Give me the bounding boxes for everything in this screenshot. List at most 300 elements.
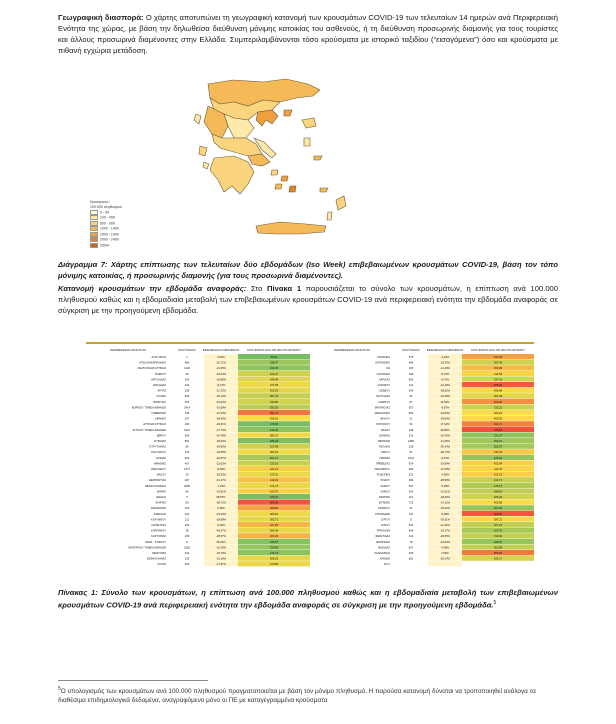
- table-cell: 11,54%: [440, 400, 450, 404]
- table-cell: 407: [184, 462, 190, 466]
- table-cell: 218: [408, 445, 414, 449]
- table-cell: 80: [185, 490, 189, 494]
- table-cell: 366,49: [269, 529, 279, 533]
- map-legend-swatch: [90, 243, 98, 248]
- map-island-samos: [314, 156, 322, 160]
- table-cell: -27,03%: [215, 412, 227, 415]
- table-cell: -39,31%: [439, 518, 451, 522]
- table-cell: 4095: [184, 484, 190, 488]
- table-cell: -14,12%: [439, 501, 451, 505]
- table-cell: 520,09: [493, 400, 503, 404]
- table-cell: ΣΚΙΑΘΟΥ: [378, 507, 390, 511]
- map-region-chalkidiki: [256, 110, 278, 126]
- table-cell: 351: [184, 400, 190, 404]
- map-legend-swatch: [90, 215, 98, 220]
- table-cell: 310,00: [493, 535, 503, 539]
- table-cell: ΖΑΚΥΝΘΟΥ: [151, 451, 166, 455]
- table-cell: 1277: [184, 468, 190, 471]
- table-header-cell: ΕΒΔΟΜΑΔΙΑΙΑ ΜΕΤΑΒΟΛΗ: [202, 348, 240, 352]
- table-cell: 555,56: [493, 552, 503, 555]
- table-header-cell: ΚΡΟΥΣΜΑΤΑ ΑΝΑ 100.000 ΠΛΗΘΥΣΜΟΥ: [470, 348, 526, 352]
- table-cell: ΡΟΔΟΠΗΣ: [376, 473, 390, 477]
- table-cell: 430,78: [493, 451, 503, 455]
- table-cell: -18,98%: [215, 518, 227, 522]
- table-cell: -12,29%: [439, 384, 451, 387]
- table-cell: ΙΚΑΡΙΑΣ: [155, 501, 166, 505]
- table-cell: 226,82: [493, 456, 503, 460]
- footnote-text: Ο υπολογισμός των κρουσμάτων ανά 100.000 πληθυσμού πραγματοποιείται με βάση τον μόνιμο πληθυσμό. Η παρούσα κατανομή δύναται να τροποποιηθεί ανάλογα τα διαθέσιμα επιδημιολογικά δεδομένα, αναγραφόμενο μόνο οι ΠΕ με καταγεγραμμένα κρούσματα: [58, 688, 536, 705]
- table-cell: 337,42: [493, 378, 503, 382]
- table-cell: 634: [408, 462, 414, 466]
- table-cell: ΚΑΡΔΙΤΣΑΣ: [151, 524, 166, 527]
- table-cell: -24,55%: [215, 445, 227, 449]
- map-island-limnos: [284, 110, 292, 116]
- table-cell: 58,21: [270, 356, 278, 359]
- table-cell: ΚΕΡΚΥΡΑΣ: [151, 552, 166, 555]
- table-cell: ΤΡΙΚΑΛΩΝ: [376, 529, 390, 533]
- table-cell: 148: [408, 428, 414, 432]
- footnote: [58, 685, 558, 705]
- table-cell: 19: [185, 473, 189, 477]
- table-1-caption-text: Πίνακας 1: Σύνολο των κρουσμάτων, η επίπτωση ανά 100.000 πληθυσμού καθώς και η εβδομαδιαία μεταβολή των επιβεβαιωμένων κρουσμάτων COVID-19 ανά περιφερειακή ενότητα την εβδομάδα αναφοράς σε σύγκριση με την προηγούμενη εβδομάδα.: [58, 588, 558, 610]
- map-island-crete: [256, 222, 326, 234]
- map-island-cyclades-2: [281, 176, 288, 181]
- table-cell: 422,19: [493, 473, 503, 477]
- table-cell: -10,29%: [215, 546, 227, 550]
- map-legend-swatch: [90, 221, 98, 226]
- table-cell: ΔΡΑΜΑΣ: [155, 417, 166, 421]
- table-cell: ΦΘΙΩΤΙΔΑΣ: [375, 535, 390, 539]
- table-cell: 1: [186, 356, 188, 359]
- table-cell: 374,74: [269, 484, 279, 488]
- table-cell: 363,63: [269, 389, 279, 393]
- table-cell: 8: [186, 540, 188, 544]
- table-cell: ΠΡΕΒΕΖΑΣ: [375, 462, 390, 466]
- table-cell: 464,33: [269, 535, 279, 539]
- table-cell: 625: [408, 552, 414, 555]
- table-cell: ΦΩΚΙΔΑΣ: [378, 546, 390, 550]
- map-legend-item: [90, 243, 122, 248]
- table-top-rule: [86, 342, 534, 344]
- table-cell: 363,71: [269, 518, 279, 522]
- table-cell: -17,73%: [215, 428, 227, 432]
- table-cell: -33,70%: [215, 552, 227, 555]
- table-cell: 307,34: [269, 395, 279, 399]
- table-cell: ΑΧΑΪΑΣ: [156, 395, 166, 399]
- map-island-zakynthos: [203, 162, 209, 169]
- table-cell: 207: [184, 479, 190, 483]
- table-cell: 382,64: [269, 451, 279, 455]
- table-cell: 29: [185, 372, 189, 376]
- table-cell: 643: [408, 524, 414, 527]
- table-cell: 244: [184, 552, 190, 555]
- map-legend-label: 100 - 499: [100, 215, 115, 220]
- table-cell: 180,25: [269, 496, 279, 499]
- table-cell: 179,90: [269, 423, 279, 427]
- table-cell: ΛΕΥΚΑΔΑΣ: [375, 395, 390, 399]
- table-cell: 400,99: [493, 501, 503, 505]
- map-legend-label: 1500 - 1999: [100, 232, 119, 237]
- table-cell: -28,14%: [439, 557, 451, 561]
- table-cell: ΘΕΣΠΡΩΤΙΑΣ: [148, 479, 166, 483]
- table-cell: 354: [408, 490, 414, 494]
- table-cell: ΒΟΡΕΙΟΥ ΤΟΜΕΑ ΑΘΗΝΩΝ: [131, 406, 166, 410]
- table-cell: -11,29%: [440, 367, 450, 371]
- table-cell: 380,81: [269, 512, 279, 516]
- table-cell: -25,14%: [215, 395, 227, 399]
- table-cell: -51,17%: [215, 479, 227, 483]
- table-cell: -29,65%: [439, 535, 451, 539]
- table-cell: 426: [184, 512, 190, 516]
- table-cell: ΚΑΛΥΜΝΟΥ: [151, 518, 166, 522]
- table-cell: 205,87: [269, 540, 279, 544]
- table-cell: 542,71: [493, 423, 503, 427]
- table-cell: -8,76%: [440, 378, 450, 382]
- table-cell: -9,87%: [440, 406, 450, 410]
- table-cell: 21: [409, 417, 413, 421]
- table-cell: -10,99%: [439, 395, 451, 399]
- table-cell: 370,85: [269, 563, 279, 567]
- table-cell: 420,76: [269, 490, 279, 494]
- table-cell: ΜΗΛΟΥ: [380, 417, 390, 421]
- table-cell: 17,16%: [440, 423, 450, 427]
- table-cell: 213,32: [269, 428, 279, 432]
- table-cell: -0,00%: [216, 524, 226, 527]
- weekly-distribution-paragraph: [58, 283, 558, 316]
- table-cell: 257,76: [493, 529, 503, 533]
- table-cell: 383: [408, 479, 414, 483]
- table-cell: ΤΗΝΟΥ: [380, 524, 390, 527]
- table-cell: -29,04%: [215, 372, 227, 376]
- table-cell: 387,22: [493, 518, 503, 522]
- table-cell: ΠΕΙΡΑΙΩΣ: [377, 440, 390, 443]
- table-cell: ΘΗΡΑΣ: [156, 490, 166, 494]
- table-cell: ΚΑΣΤΟΡΙΑΣ: [151, 535, 166, 539]
- table-cell: 361,08: [493, 395, 503, 399]
- table-cell: -37,08%: [439, 468, 451, 471]
- table-cell: 292,82: [269, 406, 279, 410]
- table-cell: ΑΡΤΑΣ: [157, 389, 166, 393]
- table-cell: ΡΕΘΥΜΝΟΥ: [374, 468, 390, 471]
- table-cell: 422,22: [269, 468, 279, 471]
- table-cell: 375,31: [269, 473, 279, 477]
- table-cell: ΚΙΛΚΙΣ: [157, 563, 166, 567]
- table-header-cell: ΚΡΟΥΣΜΑΤΑ ΑΝΑ 100.000 ΠΛΗΘΥΣΜΟΥ: [246, 348, 302, 352]
- table-cell: ΚΑΡΠΑΘΟΥ: [151, 529, 166, 533]
- table-cell: -28,72%: [439, 451, 451, 455]
- table-cell: 1015: [184, 428, 190, 432]
- table-cell: -11,61%: [440, 490, 450, 494]
- map-legend-swatch: [90, 210, 98, 215]
- table-cell: ΠΙΕΡΙΑΣ: [379, 456, 390, 460]
- map-island-naxos: [289, 186, 296, 192]
- table-cell: ΛΕΣΒΟΥ: [379, 389, 390, 393]
- table-cell: -24,78%: [215, 434, 227, 438]
- table-cell: ΘΕΣΣΑΛΟΝΙΚΗΣ: [145, 484, 166, 488]
- table-cell: 215,15: [269, 552, 279, 555]
- table-cell: -19,40%: [215, 512, 227, 516]
- table-cell: 2,35%: [217, 507, 225, 511]
- table-cell: 227,93: [493, 507, 503, 511]
- table-change-cell-bg: [428, 561, 462, 566]
- table-cell: 290: [184, 423, 190, 427]
- table-cell: 496: [184, 524, 190, 527]
- table-cell: -19,17%: [439, 529, 451, 533]
- table-cell: -16,03%: [215, 400, 227, 404]
- table-cell: 113: [408, 496, 414, 499]
- table-cell: ΕΒΡΟΥ: [156, 434, 166, 438]
- table-cell: -20,89%: [439, 462, 451, 466]
- table-cell: 313,01: [269, 462, 279, 466]
- table-cell: 675: [408, 356, 414, 359]
- table-cell: -33,22%: [439, 507, 451, 511]
- table-cell: 168: [408, 372, 414, 376]
- table-cell: -29,64%: [215, 440, 227, 443]
- table-cell: ΔΥΤΙΚΗΣ ΑΤΤΙΚΗΣ: [143, 423, 166, 427]
- table-cell: ΗΜΑΘΙΑΣ: [153, 462, 166, 466]
- table-cell: 302,88: [493, 546, 503, 550]
- table-cell: 231: [408, 473, 414, 477]
- table-cell: 676,82: [493, 428, 503, 432]
- table-cell: 229,80: [269, 546, 279, 550]
- map-legend-swatch: [90, 226, 98, 231]
- table-cell: 282: [408, 468, 414, 471]
- table-cell: ΑΙΤΩΛΟΑΚΑΡΝΑΝΙΑΣ: [139, 361, 166, 365]
- table-cell: 599: [184, 434, 190, 438]
- diagram-7-caption: [58, 259, 558, 281]
- table-cell: 143: [408, 535, 414, 539]
- table-cell: -22,00%: [439, 540, 451, 544]
- table-cell: 281: [408, 557, 414, 561]
- table-cell: ΠΑΡΟΥ: [380, 451, 390, 455]
- table-cell: -8,27%: [216, 384, 226, 387]
- table-cell: 2286: [408, 440, 414, 443]
- table-cell: 406,05: [493, 417, 503, 421]
- table-cell: ΡΟΔΟΥ: [380, 479, 390, 483]
- table-cell: -18,23%: [439, 361, 451, 365]
- table-cell: ΑΓΙΟ ΟΡΟΣ: [151, 356, 166, 359]
- table-cell: 315,22: [493, 406, 503, 410]
- table-cell: -11,42%: [440, 524, 450, 527]
- table-cell: 87: [409, 451, 413, 455]
- table-cell: 82: [409, 395, 413, 399]
- table-header-cell: ΠΕΡΙΦΕΡΕΙΑΚΗ ΕΝΟΤΗΤΑ: [110, 348, 146, 352]
- map-legend-title-2: 100.000 πληθυσμού: [90, 205, 122, 209]
- table-cell: 314,72: [493, 479, 503, 483]
- table-cell: ΗΛΕΙΑΣ: [156, 456, 166, 460]
- table-cell: ΝΑΞΟΥ: [380, 428, 390, 432]
- table-cell: ΕΥΡΥΤΑΝΙΑΣ: [149, 445, 166, 449]
- table-cell: 30,83%: [440, 428, 450, 432]
- table-cell: -9,91%: [440, 456, 450, 460]
- table-cell: 216,78: [269, 367, 279, 371]
- table-cell: ΓΡΕΒΕΝΩΝ: [151, 412, 166, 415]
- table-cell: 326,47: [269, 372, 279, 376]
- table-cell: -15,19%: [215, 557, 227, 561]
- table-cell: ΛΑΣΙΘΙΟΥ: [377, 384, 390, 387]
- map-legend: [90, 200, 122, 248]
- table-cell: ΚΕΑΣ - ΚΥΘΝΟΥ: [145, 540, 166, 544]
- table-cell: -28,57%: [215, 535, 227, 539]
- table-cell: 489,83: [269, 507, 279, 511]
- table-cell: -5,98%: [440, 484, 450, 488]
- table-cell: 1016: [408, 456, 414, 460]
- table-cell: 453,86: [493, 367, 503, 371]
- table-cell: 228,61: [493, 540, 503, 544]
- table-cell: ΚΑΒΑΛΑΣ: [153, 512, 166, 516]
- table-cell: -7,24%: [216, 484, 226, 488]
- map-island-kos: [320, 188, 328, 192]
- table-cell: 262: [184, 563, 190, 567]
- table-cell: 414: [408, 384, 414, 387]
- map-regions: [194, 79, 346, 234]
- geographic-spread-paragraph: [58, 12, 558, 56]
- table-cell: 327,98: [269, 445, 279, 449]
- table-cell: 461,86: [269, 524, 279, 527]
- table-cell: 316: [408, 434, 414, 438]
- map-legend-label: 1000 - 1499: [100, 226, 119, 231]
- table-cell: ΘΑΣΟΥ: [156, 473, 166, 477]
- table-cell: ΚΩ: [386, 367, 390, 371]
- table-cell: 480: [408, 361, 414, 365]
- geographic-spread-text: Ο χάρτης αποτυπώνει τη γεωγραφική κατανομή των κρουσμάτων COVID-19 των τελευταίων 14 ημερών ανά Περιφερειακή Ενότητα της χώρας, με βάση την δηλωθείσα διεύθυνση μόνιμης κατοικίας του ασθενούς, ή τη διεύθυνση προσωρινής διαμονής για τους τουρίστες και άλλους προσωρινά διαμένοντες στην Ελλάδα. Συμπεριλαμβάνονται τόσο κρούσματα με ιστορικό ταξιδίου (“εισαγόμενα”) όσο και κρούσματα με πιθανή εγχώρια μετάδοση.: [58, 13, 558, 55]
- table-cell: 68,87%: [216, 496, 226, 499]
- footnote-mark: 5: [58, 686, 61, 692]
- table-cell: -10,71%: [215, 361, 227, 365]
- diagram-7-caption-text: Διάγραμμα 7: Χάρτης επίπτωσης των τελευταίων δύο εβδομάδων (Iso Week) επιβεβαιωμένων κρουσμάτων COVID-19, βάση τον τόπο μόνιμης κατοικίας, ή προσωρινής διαμονής (για τους προσωρινά διαμένοντες).: [58, 260, 558, 280]
- table-cell: -29,63%: [215, 417, 227, 421]
- table-cell: 400,22: [493, 412, 503, 415]
- table-cell: -4,98%: [440, 546, 450, 550]
- table-cell: 909: [184, 395, 190, 399]
- table-cell: 560: [408, 412, 414, 415]
- map-island-rhodes: [336, 196, 346, 210]
- table-cell: 962: [408, 378, 414, 382]
- table-cell: -11,72%: [216, 389, 226, 393]
- table-cell: ΑΡΓΟΛΙΔΑΣ: [151, 378, 166, 382]
- table-cell: 228: [184, 389, 190, 393]
- table-cell: ΑΝΔΡΟΥ: [154, 372, 166, 376]
- map-island-cyclades-1: [271, 170, 278, 175]
- table-header-cell: ΕΒΔΟΜΑΔΙΑΙΑ ΜΕΤΑΒΟΛΗ: [426, 348, 464, 352]
- table-header-cell: ΚΡΟΥΣΜΑΤΑ: [402, 348, 420, 352]
- table-cell: ΙΩΑΝΝΙΝΩΝ: [150, 507, 166, 511]
- table-cell: 411,78: [493, 468, 503, 471]
- table-cell: ΒΟΙΩΤΙΑΣ: [153, 400, 166, 404]
- table-cell: 307,22: [493, 524, 503, 527]
- table-cell: ΧΙΟΥ: [383, 563, 390, 567]
- footnote-reference: 5: [493, 600, 497, 606]
- map-legend-label: 0 - 99: [100, 210, 109, 215]
- table-cell: ΚΕΝΤΡΙΚΟΥ ΤΟΜΕΑ ΑΘΗΝΩΝ: [128, 546, 166, 550]
- table-cell: ΜΑΓΝΗΣΙΑΣ: [374, 406, 390, 410]
- table-cell: 255,97: [493, 445, 503, 449]
- map-island-karpathos: [327, 212, 332, 220]
- table-cell: ΣΑΜΟΥ: [380, 490, 390, 494]
- table-cell: ΜΕΣΣΗΝΙΑΣ: [374, 412, 390, 415]
- table-header-cell: ΚΡΟΥΣΜΑΤΑ: [178, 348, 196, 352]
- table-cell: ΑΡΚΑΔΙΑΣ: [152, 384, 166, 387]
- table-cell: -08,72%: [215, 501, 227, 505]
- map-island-chios: [304, 138, 310, 146]
- map-legend-swatch: [90, 237, 98, 242]
- table-cell: ΕΥΒΟΙΑΣ: [154, 440, 166, 443]
- weekly-distribution-label: Κατανομή κρουσμάτων την εβδομάδα αναφοράς:: [58, 284, 247, 293]
- table-cell: ΠΕΛΛΗΣ: [379, 445, 390, 449]
- table-cell: 7,06%: [441, 552, 449, 555]
- table-cell: -24,54%: [439, 412, 451, 415]
- table-cell: 360: [184, 456, 190, 460]
- table-1-reference: Πίνακα 1: [267, 284, 302, 293]
- table-cell: ΚΟΖΑΝΗΣ: [377, 356, 390, 359]
- map-legend-label: 500 - 999: [100, 221, 115, 226]
- table-cell: -10,69%: [215, 406, 227, 410]
- map-island-kefalonia: [199, 146, 207, 156]
- table-cell: 111: [184, 518, 190, 522]
- table-cell: -38,62%: [439, 389, 451, 393]
- table-cell: ΦΛΩΡΙΝΑΣ: [376, 540, 390, 544]
- table-cell: ΗΡΑΚΛΕΙΟΥ: [150, 468, 166, 471]
- table-cell: 406,98: [493, 389, 503, 393]
- table-cell: 422,94: [493, 462, 503, 466]
- table-cell: 396,83: [269, 417, 279, 421]
- table-cell: 238,97: [269, 361, 279, 365]
- table-cell: ΣΑΜΟΥ: [380, 484, 390, 488]
- table-cell: -8,70%: [440, 372, 450, 376]
- table-cell: 65,22%: [216, 540, 226, 544]
- table-cell: 2282: [184, 546, 190, 550]
- table-cell: -21,05%: [215, 367, 227, 371]
- map-legend-label: 2000 - 2499: [100, 237, 119, 242]
- table-cell: -23,65%: [215, 451, 227, 455]
- table-cell: 31: [409, 507, 413, 511]
- table-cell: -17,87%: [215, 563, 227, 567]
- table-cell: 186,34: [269, 440, 279, 443]
- table-cell: 380,72: [269, 434, 279, 438]
- table-cell: 326: [184, 378, 190, 382]
- table-cell: -29,84%: [439, 417, 451, 421]
- table-cell: -23,81%: [215, 490, 227, 494]
- table-cell: 327,49: [493, 361, 503, 365]
- table-cell: 17: [409, 518, 413, 522]
- table-cell: ΙΘΑΚΗΣ: [156, 496, 166, 499]
- table-cell: ΧΑΛΚΙΔΙΚΗΣ: [374, 552, 390, 555]
- table-cell: 2414: [184, 406, 190, 410]
- table-cell: 732: [408, 501, 414, 505]
- map-region-peloponnese: [210, 156, 254, 194]
- table-cell: 442,01: [269, 479, 279, 483]
- map-island-cyclades-3: [275, 184, 282, 189]
- table-cell: ΛΑΡΙΣΑΣ: [378, 378, 390, 382]
- table-cell: 135: [184, 412, 190, 415]
- table-1: [86, 342, 534, 570]
- table-cell: 53: [409, 423, 413, 427]
- greece-incidence-map: [58, 76, 558, 252]
- weekly-text-before: Στο: [246, 284, 268, 293]
- table-cell: 137: [408, 512, 414, 516]
- map-island-lesvos: [302, 118, 316, 128]
- table-cell: -45,67%: [215, 529, 227, 533]
- table-cell: -18,89%: [215, 378, 227, 382]
- table-cell: -22,62%: [215, 462, 227, 466]
- table-cell: 607: [408, 546, 414, 550]
- table-incidence-cell-bg: [462, 561, 534, 566]
- table-cell: 298,81: [493, 490, 503, 494]
- table-cell: ΜΥΚΟΝΟΥ: [376, 423, 390, 427]
- table-cell: -38,56%: [439, 479, 451, 483]
- table-cell: 349,48: [269, 378, 279, 382]
- table-cell: 261,13: [269, 456, 279, 460]
